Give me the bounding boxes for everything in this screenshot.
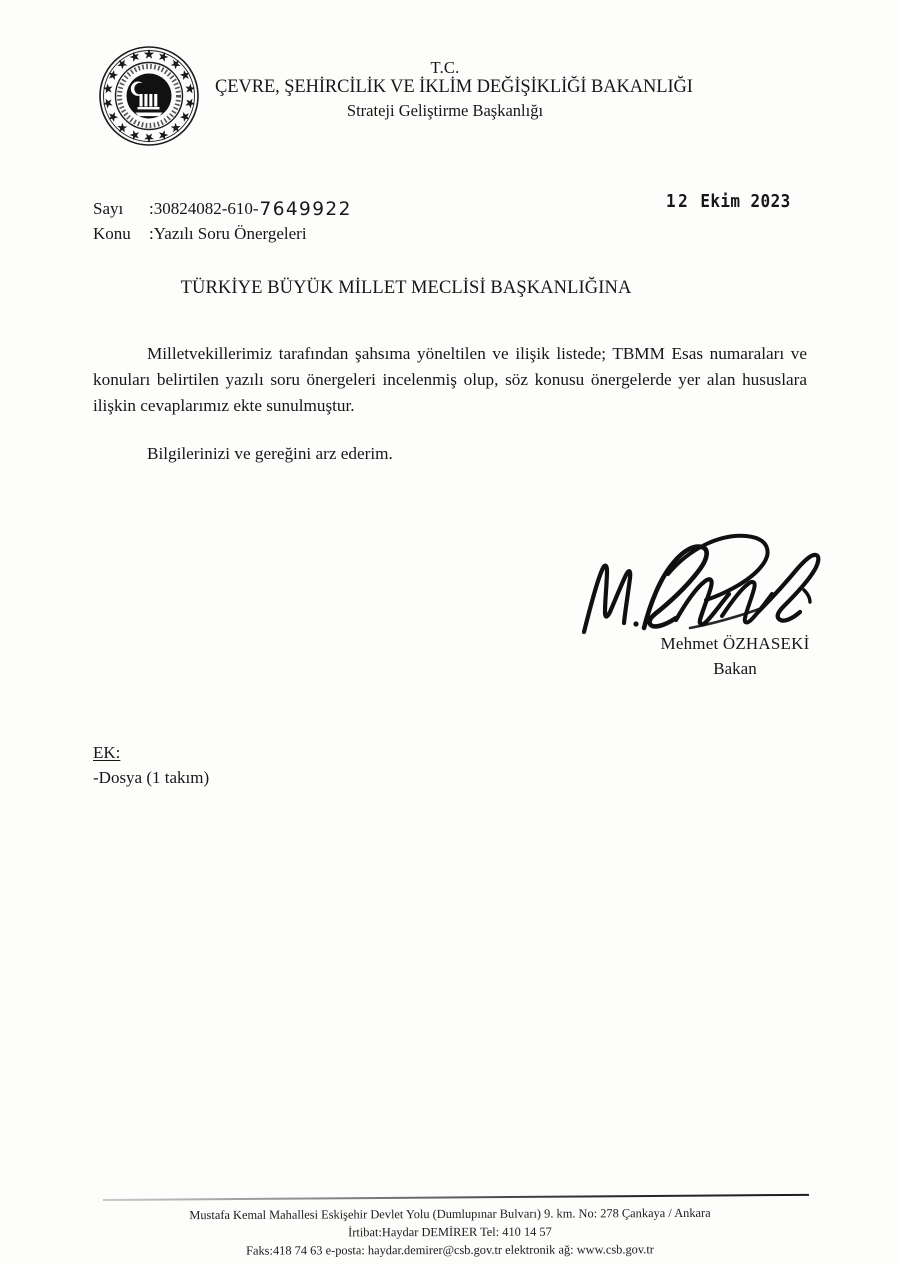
- signature-block: [600, 528, 870, 688]
- date-stamp-month: Ekim: [700, 190, 741, 212]
- ministry-name: ÇEVRE, ŞEHİRCİLİK VE İKLİM DEĞİŞİKLİĞİ BAKANLIĞI: [215, 77, 693, 98]
- konu-row: [93, 222, 352, 246]
- sayi-row: [93, 196, 352, 222]
- attachments-title: EK:: [93, 743, 121, 762]
- konu-label: Konu: [93, 224, 131, 244]
- sayi-value: :30824082-610-: [149, 199, 259, 218]
- footer: [0, 1206, 900, 1260]
- footer-address: Mustafa Kemal Mahallesi Eskişehir Devlet Yolu (Dumlupınar Bulvarı) 9. km. No: 278 Çankaya / Ankara: [189, 1205, 711, 1223]
- letterhead: [0, 42, 900, 162]
- letterhead-text: [215, 58, 693, 120]
- footer-divider: [103, 1194, 809, 1201]
- footer-contact: İrtibat:Haydar DEMİRER Tel: 410 14 57: [348, 1224, 552, 1240]
- attachment-item: -Dosya (1 takım): [93, 767, 210, 787]
- reference-block: [93, 196, 352, 246]
- ministry-seal-emblem: [97, 44, 201, 148]
- sayi-label: Sayı: [93, 199, 124, 218]
- signatory-title: Bakan: [713, 659, 757, 678]
- date-stamp: [666, 190, 791, 211]
- attachments-block: [93, 741, 209, 790]
- konu-value: :Yazılı Soru Önergeleri: [149, 224, 307, 244]
- date-stamp-year: 2023: [750, 190, 791, 212]
- department-name: Strateji Geliştirme Başkanlığı: [346, 100, 544, 120]
- addressee-heading: TÜRKİYE BÜYÜK MİLLET MECLİSİ BAŞKANLIĞINA: [180, 278, 632, 298]
- footer-comms: Faks:418 74 63 e-posta: haydar.demirer@csb.gov.tr elektronik ağ: www.csb.gov.tr: [246, 1242, 654, 1258]
- handwritten-signature: [572, 528, 840, 646]
- letter-body: [93, 341, 807, 468]
- sayi-handwritten-number: 7649922: [259, 199, 352, 220]
- republic-abbrev: T.C.: [430, 58, 460, 77]
- body-paragraph-2: Bilgilerinizi ve gereğini arz ederim.: [147, 444, 393, 464]
- date-stamp-day: 12: [666, 190, 691, 212]
- signatory-name: Mehmet ÖZHASEKİ: [660, 634, 810, 653]
- body-paragraph-1: Milletvekillerimiz tarafından şahsıma yöneltilen ve ilişik listede; TBMM Esas numaraları ve konuları belirtilen yazılı soru önergeleri incelenmiş olup, söz konusu önergelerde yer alan hususlara ilişkin cevaplarımız ekte sunulmuştur.: [93, 344, 807, 416]
